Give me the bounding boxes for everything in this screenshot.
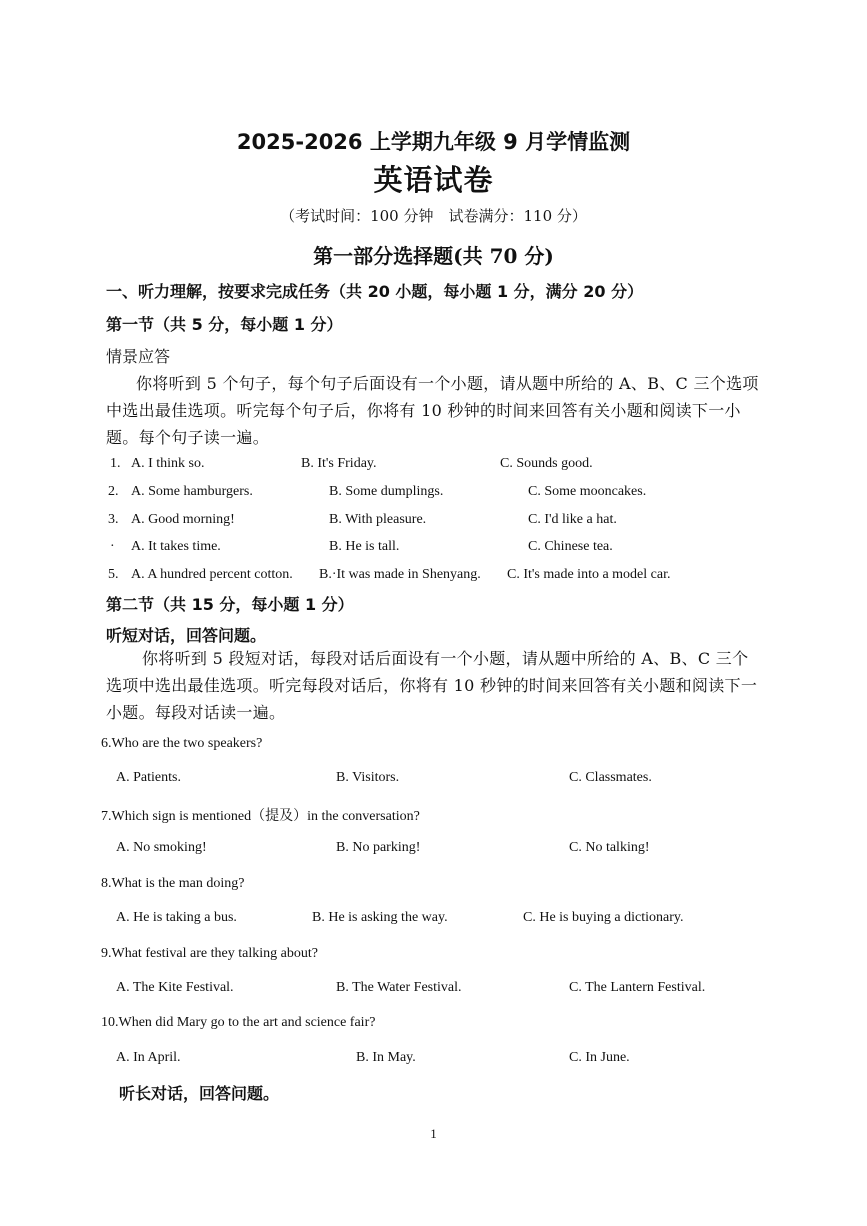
option-c: C. Classmates.	[569, 770, 652, 785]
option-c: C. The Lantern Festival.	[569, 980, 706, 995]
option-a: A. Patients.	[116, 770, 181, 785]
option-c: C. I'd like a hat.	[528, 512, 617, 527]
exam-title-line1: 2025-2026 上学期九年级 9 月学情监测	[236, 130, 631, 154]
subsection2-label: 听短对话，回答问题。	[106, 626, 267, 645]
question-text: 6.Who are the two speakers?	[101, 736, 263, 751]
question-text: 8.What is the man doing?	[101, 876, 245, 891]
item-number: 3.	[108, 512, 119, 527]
part-title: 第一部分选择题(共 70 分)	[313, 244, 554, 268]
option-c: C. He is buying a dictionary.	[523, 910, 684, 925]
question-text: 9.What festival are they talking about?	[101, 946, 318, 961]
option-c: C. Sounds good.	[500, 456, 593, 471]
option-b: B.·It was made in Shenyang.	[319, 567, 481, 582]
exam-title-line2: 英语试卷	[373, 163, 494, 197]
option-b: B. No parking!	[336, 840, 421, 855]
option-c: C. Some mooncakes.	[528, 484, 647, 499]
section-heading: 一、听力理解，按要求完成任务（共 20 小题，每小题 1 分，满分 20 分）	[106, 282, 644, 301]
subsection1-instructions: 你将听到 5 个句子，每个句子后面设有一个小题，请从题中所给的 A、B、C 三个选项中选出最佳选项。听完每个句子后，你将有 10 秒钟的时间来回答有关小题和阅读下一小题。每个句子读一遍。	[106, 374, 759, 447]
option-b: B. He is asking the way.	[312, 910, 448, 925]
option-b: B. The Water Festival.	[336, 980, 462, 995]
option-b: B. Some dumplings.	[329, 484, 444, 499]
option-b: B. He is tall.	[329, 539, 400, 554]
subsection2-instructions: 你将听到 5 段短对话，每段对话后面设有一个小题，请从题中所给的 A、B、C 三个选项中选出最佳选项。听完每段对话后，你将有 10 秒钟的时间来回答有关小题和阅读下一小题。每段对话读一遍。	[106, 649, 758, 722]
option-b: B. With pleasure.	[329, 512, 427, 527]
page-number: 1	[430, 1126, 437, 1141]
subsection1-heading: 第一节（共 5 分，每小题 1 分）	[106, 315, 343, 334]
item-number: 1.	[110, 456, 121, 471]
subsection2-heading: 第二节（共 15 分，每小题 1 分）	[106, 595, 354, 614]
subsection1-label: 情景应答	[106, 347, 171, 366]
item-number: 5.	[108, 567, 119, 582]
option-c: C. No talking!	[569, 840, 650, 855]
option-b: B. It's Friday.	[301, 456, 377, 471]
option-a: A. It takes time.	[131, 539, 221, 554]
option-c: C. It's made into a model car.	[507, 567, 671, 582]
option-b: B. In May.	[356, 1050, 416, 1065]
question-text: 7.Which sign is mentioned（提及）in the conversation?	[101, 809, 420, 824]
item-number: ·	[110, 539, 115, 554]
option-a: A. In April.	[116, 1050, 181, 1065]
option-a: A. Good morning!	[131, 512, 235, 527]
question-text: 10.When did Mary go to the art and science fair?	[101, 1015, 376, 1030]
long-dialog-label: 听长对话，回答问题。	[119, 1084, 280, 1103]
option-a: A. The Kite Festival.	[116, 980, 234, 995]
option-b: B. Visitors.	[336, 770, 400, 785]
option-c: C. In June.	[569, 1050, 630, 1065]
option-a: A. Some hamburgers.	[131, 484, 253, 499]
exam-subtitle: （考试时间：100 分钟 试卷满分：110 分）	[280, 207, 587, 225]
option-c: C. Chinese tea.	[528, 539, 613, 554]
option-a: A. I think so.	[131, 456, 205, 471]
item-number: 2.	[108, 484, 119, 499]
option-a: A. No smoking!	[116, 840, 207, 855]
option-a: A. A hundred percent cotton.	[131, 567, 293, 582]
option-a: A. He is taking a bus.	[116, 910, 237, 925]
